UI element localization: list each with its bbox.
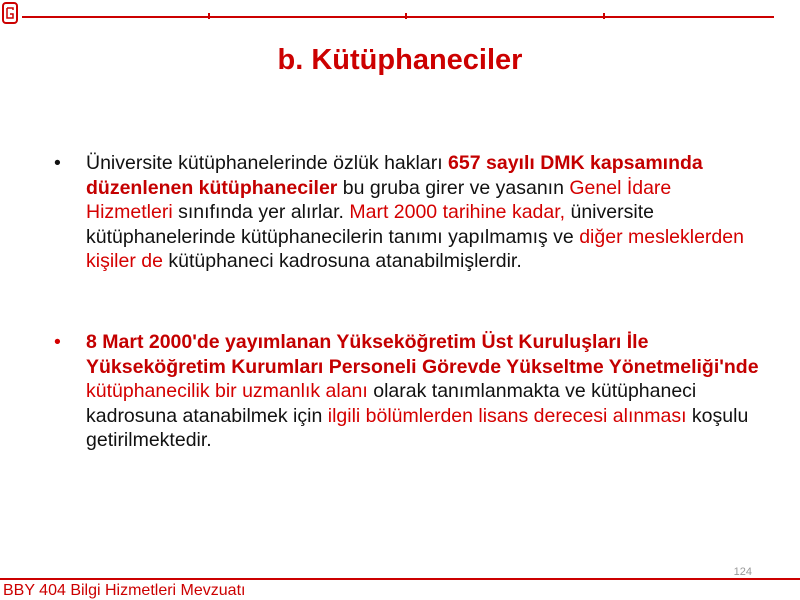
- page-number: 124: [733, 566, 752, 578]
- bullet1-segment: sınıfında yer alırlar.: [172, 201, 350, 223]
- bullet-item-2: [54, 330, 760, 453]
- bullet-dot: •: [54, 152, 61, 174]
- bullet1-segment: Üniversite kütüphanelerinde özlük hakları: [86, 152, 449, 174]
- bullet-item-1: [54, 151, 760, 274]
- university-seal-icon: [2, 2, 18, 24]
- bullet2-highlight-degree: ilgili bölümlerden lisans derecesi alınması: [327, 404, 687, 427]
- bullet1-highlight-others: diğer mesleklerden kişiler de: [86, 225, 744, 272]
- bullet2-segment: olarak tanımlanmakta ve kütüphaneci kadrosuna atanabilmek için: [86, 380, 697, 427]
- header-rule: [22, 16, 774, 18]
- slide-title: b. Kütüphaneciler: [277, 44, 523, 76]
- footer-rule: [0, 578, 800, 580]
- bullet1-segment: bu gruba girer ve yasanın: [337, 176, 570, 199]
- bullet2-highlight-specialty: kütüphanecilik bir uzmanlık alanı: [86, 380, 368, 402]
- bullet2-segment: koşulu getirilmektedir.: [86, 404, 749, 451]
- bullet-text-1: [86, 151, 760, 274]
- bullet-dot: •: [54, 331, 61, 353]
- bullet1-highlight-gih: Genel İdare Hizmetleri: [86, 176, 672, 223]
- bullet-text-2: [86, 330, 760, 453]
- bullet1-segment: kütüphaneci kadrosuna atanabilmişlerdir.: [162, 250, 522, 272]
- bullet2-highlight-regulation: 8 Mart 2000'de yayımlanan Yükseköğretim Üst Kuruluşları İle Yükseköğretim Kurumları Personeli Görevde Yükseltme Yönetmeliği'nde: [86, 331, 759, 378]
- footer-course-title: BBY 404 Bilgi Hizmetleri Mevzuatı: [3, 582, 246, 599]
- bullet1-highlight-dmk: 657 sayılı DMK kapsamında düzenlenen kütüphaneciler: [86, 152, 703, 199]
- bullet1-highlight-date: Mart 2000 tarihine kadar,: [349, 201, 566, 223]
- bullet1-segment: üniversite kütüphanelerinde kütüphanecilerin tanımı yapılmamış ve: [86, 201, 654, 248]
